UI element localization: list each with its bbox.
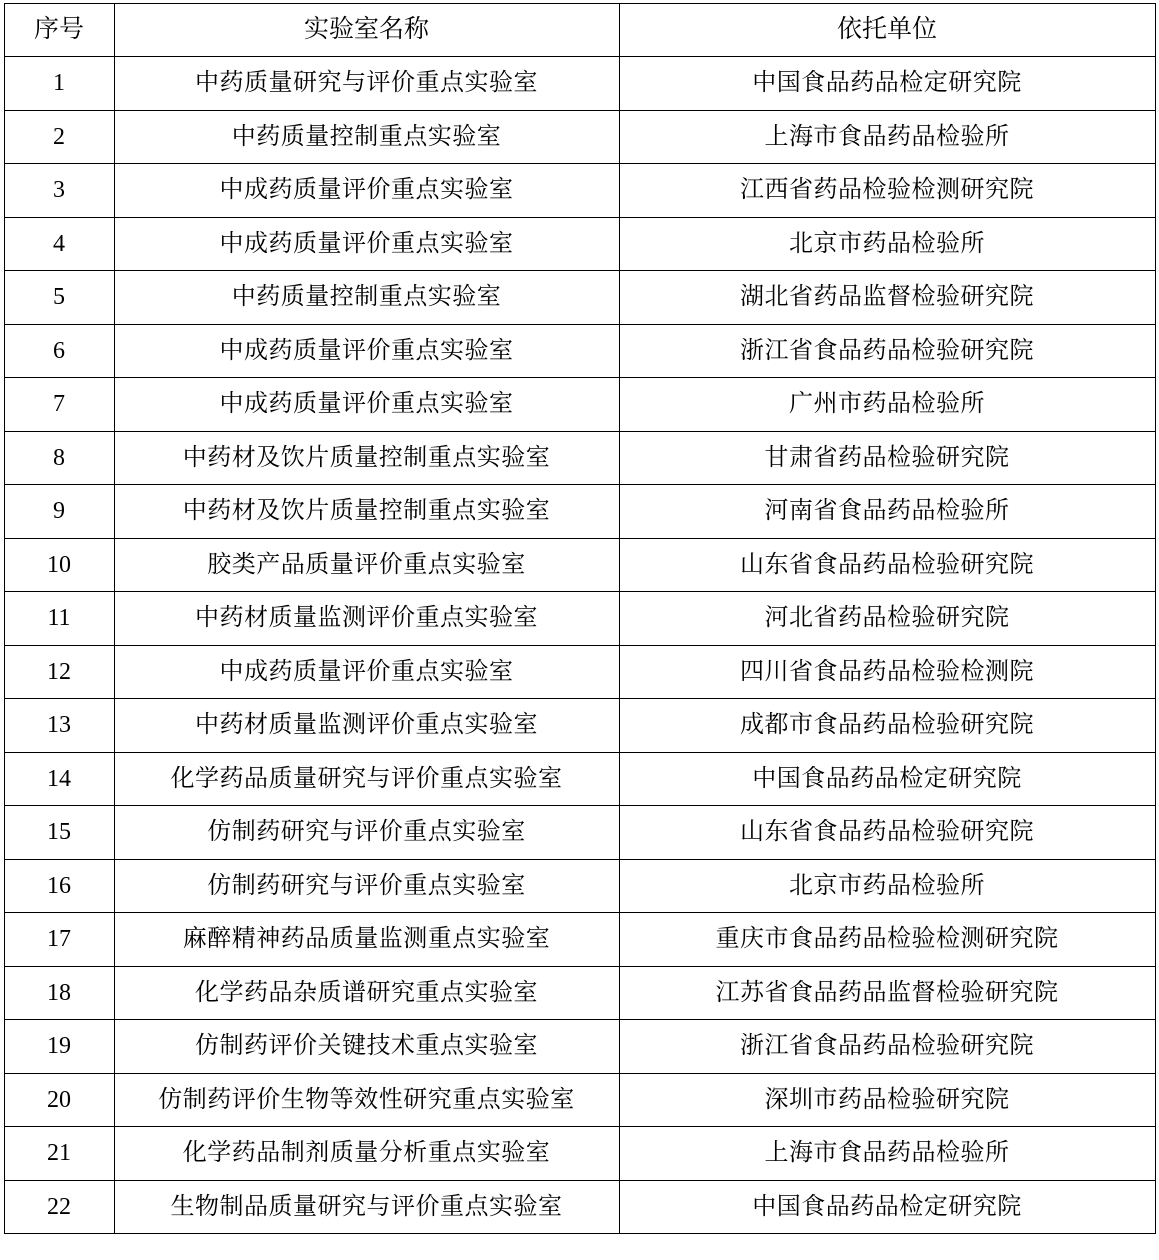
table-row	[4, 57, 1155, 111]
cell-index: 2	[4, 110, 114, 164]
table-row	[4, 966, 1155, 1020]
cell-host-unit: 河北省药品检验研究院	[619, 592, 1155, 646]
cell-lab-name: 中药质量研究与评价重点实验室	[114, 57, 619, 111]
cell-host-unit: 上海市食品药品检验所	[619, 110, 1155, 164]
table-row	[4, 110, 1155, 164]
table-row	[4, 859, 1155, 913]
cell-index: 8	[4, 431, 114, 485]
cell-index: 20	[4, 1073, 114, 1127]
cell-host-unit: 深圳市药品检验研究院	[619, 1073, 1155, 1127]
cell-lab-name: 化学药品质量研究与评价重点实验室	[114, 752, 619, 806]
cell-index: 1	[4, 57, 114, 111]
cell-lab-name: 中药质量控制重点实验室	[114, 271, 619, 325]
cell-host-unit: 江西省药品检验检测研究院	[619, 164, 1155, 218]
cell-index: 11	[4, 592, 114, 646]
cell-index: 15	[4, 806, 114, 860]
cell-host-unit: 河南省食品药品检验所	[619, 485, 1155, 539]
cell-lab-name: 中成药质量评价重点实验室	[114, 217, 619, 271]
cell-host-unit: 中国食品药品检定研究院	[619, 1180, 1155, 1234]
cell-lab-name: 中药材质量监测评价重点实验室	[114, 699, 619, 753]
cell-index: 3	[4, 164, 114, 218]
cell-lab-name: 中成药质量评价重点实验室	[114, 378, 619, 432]
table-row	[4, 485, 1155, 539]
cell-lab-name: 仿制药研究与评价重点实验室	[114, 859, 619, 913]
cell-host-unit: 山东省食品药品检验研究院	[619, 806, 1155, 860]
cell-index: 4	[4, 217, 114, 271]
cell-index: 5	[4, 271, 114, 325]
column-header-host-unit: 依托单位	[619, 4, 1155, 57]
cell-host-unit: 北京市药品检验所	[619, 859, 1155, 913]
cell-lab-name: 中药材及饮片质量控制重点实验室	[114, 431, 619, 485]
table-row	[4, 217, 1155, 271]
cell-lab-name: 生物制品质量研究与评价重点实验室	[114, 1180, 619, 1234]
cell-index: 13	[4, 699, 114, 753]
cell-lab-name: 中药质量控制重点实验室	[114, 110, 619, 164]
cell-lab-name: 化学药品杂质谱研究重点实验室	[114, 966, 619, 1020]
table-row	[4, 913, 1155, 967]
cell-host-unit: 中国食品药品检定研究院	[619, 752, 1155, 806]
table-header-row	[4, 4, 1155, 57]
cell-index: 7	[4, 378, 114, 432]
cell-lab-name: 胶类产品质量评价重点实验室	[114, 538, 619, 592]
cell-host-unit: 成都市食品药品检验研究院	[619, 699, 1155, 753]
cell-host-unit: 甘肃省药品检验研究院	[619, 431, 1155, 485]
cell-index: 6	[4, 324, 114, 378]
cell-index: 14	[4, 752, 114, 806]
cell-host-unit: 中国食品药品检定研究院	[619, 57, 1155, 111]
cell-index: 16	[4, 859, 114, 913]
cell-host-unit: 浙江省食品药品检验研究院	[619, 324, 1155, 378]
cell-lab-name: 仿制药评价关键技术重点实验室	[114, 1020, 619, 1074]
table-row	[4, 645, 1155, 699]
table-row	[4, 592, 1155, 646]
table-body	[4, 57, 1155, 1234]
cell-index: 9	[4, 485, 114, 539]
cell-host-unit: 重庆市食品药品检验检测研究院	[619, 913, 1155, 967]
cell-host-unit: 广州市药品检验所	[619, 378, 1155, 432]
table-row	[4, 164, 1155, 218]
table-row	[4, 324, 1155, 378]
table-row	[4, 752, 1155, 806]
cell-lab-name: 中成药质量评价重点实验室	[114, 645, 619, 699]
cell-lab-name: 化学药品制剂质量分析重点实验室	[114, 1127, 619, 1181]
table-header	[4, 4, 1155, 57]
cell-index: 22	[4, 1180, 114, 1234]
cell-host-unit: 北京市药品检验所	[619, 217, 1155, 271]
cell-index: 12	[4, 645, 114, 699]
cell-host-unit: 山东省食品药品检验研究院	[619, 538, 1155, 592]
column-header-lab-name: 实验室名称	[114, 4, 619, 57]
key-laboratories-table	[4, 3, 1156, 1234]
cell-index: 19	[4, 1020, 114, 1074]
cell-lab-name: 仿制药评价生物等效性研究重点实验室	[114, 1073, 619, 1127]
cell-lab-name: 仿制药研究与评价重点实验室	[114, 806, 619, 860]
cell-lab-name: 中药材及饮片质量控制重点实验室	[114, 485, 619, 539]
cell-index: 18	[4, 966, 114, 1020]
cell-lab-name: 中药材质量监测评价重点实验室	[114, 592, 619, 646]
cell-lab-name: 中成药质量评价重点实验室	[114, 324, 619, 378]
table-row	[4, 538, 1155, 592]
cell-index: 17	[4, 913, 114, 967]
table-row	[4, 378, 1155, 432]
cell-index: 10	[4, 538, 114, 592]
cell-index: 21	[4, 1127, 114, 1181]
cell-host-unit: 上海市食品药品检验所	[619, 1127, 1155, 1181]
cell-lab-name: 中成药质量评价重点实验室	[114, 164, 619, 218]
table-row	[4, 1020, 1155, 1074]
cell-host-unit: 浙江省食品药品检验研究院	[619, 1020, 1155, 1074]
cell-host-unit: 江苏省食品药品监督检验研究院	[619, 966, 1155, 1020]
cell-host-unit: 四川省食品药品检验检测院	[619, 645, 1155, 699]
table-row	[4, 431, 1155, 485]
table-row	[4, 271, 1155, 325]
table-row	[4, 806, 1155, 860]
table-row	[4, 1127, 1155, 1181]
column-header-index: 序号	[4, 4, 114, 57]
cell-lab-name: 麻醉精神药品质量监测重点实验室	[114, 913, 619, 967]
table-row	[4, 699, 1155, 753]
table-row	[4, 1073, 1155, 1127]
cell-host-unit: 湖北省药品监督检验研究院	[619, 271, 1155, 325]
table-row	[4, 1180, 1155, 1234]
